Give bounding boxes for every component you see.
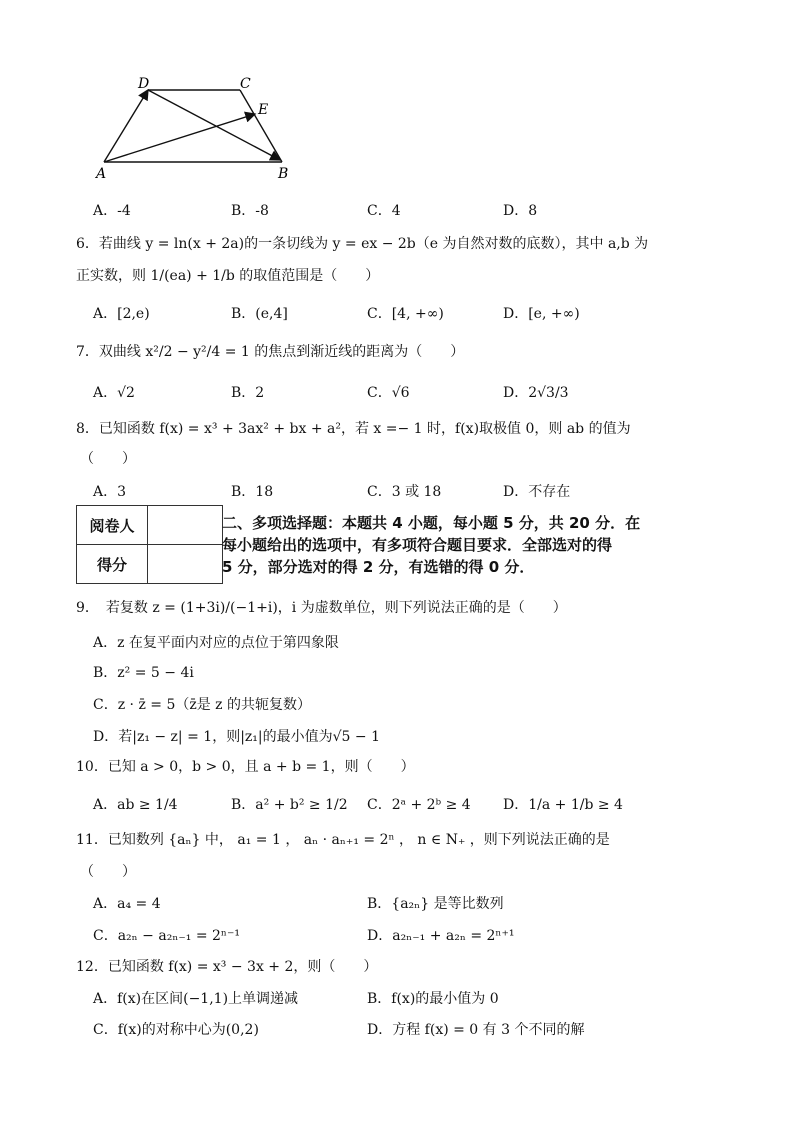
label-b: B — [278, 166, 289, 182]
q7-option-b: B．2 — [231, 385, 265, 401]
score-box — [76, 505, 223, 584]
vector-ae — [104, 114, 255, 162]
section2-line1: 二、多项选择题：本题共 4 小题，每小题 5 分，共 20 分．在 — [222, 514, 641, 532]
trapezoid-figure — [90, 72, 300, 184]
q11-stem-line2: （ ） — [80, 864, 136, 880]
q5-option-c: C．4 — [367, 203, 401, 219]
q11-option-b: B．{a₂ₙ} 是等比数列 — [367, 896, 504, 912]
edge-ad — [104, 90, 148, 162]
q8-option-c: C．3 或 18 — [367, 484, 442, 500]
q11-option-a: A．a₄ = 4 — [93, 896, 161, 912]
q8-stem-line2: （ ） — [80, 451, 136, 467]
q5-option-a: A．-4 — [93, 203, 131, 219]
q11-option-c: C．a₂ₙ − a₂ₙ₋₁ = 2ⁿ⁻¹ — [93, 928, 240, 944]
q12-option-d: D．方程 f(x) = 0 有 3 个不同的解 — [367, 1022, 585, 1038]
q6-option-b: B．(e,4] — [231, 306, 288, 322]
label-c: C — [240, 76, 251, 92]
q5-option-b: B．-8 — [231, 203, 269, 219]
q10-option-b: B．a² + b² ≥ 1/2 — [231, 797, 348, 813]
q8-stem-line1: 8．已知函数 f(x) = x³ + 3ax² + bx + a²，若 x =− 1 时，f(x)取极值 0，则 ab 的值为 — [76, 421, 631, 437]
section2-heading — [222, 512, 640, 578]
q10-option-c: C．2ᵃ + 2ᵇ ≥ 4 — [367, 797, 471, 813]
q8-option-d: D．不存在 — [503, 484, 571, 500]
q7-option-a: A．√2 — [93, 385, 135, 401]
q6-option-c: C．[4, +∞) — [367, 306, 444, 322]
score-label: 得分 — [77, 545, 148, 584]
q8-option-a: A．3 — [93, 484, 127, 500]
label-d: D — [138, 76, 150, 92]
q11-stem-line1: 11．已知数列 {aₙ} 中， a₁ = 1 ， aₙ · aₙ₊₁ = 2ⁿ ， n ∈ N₊ ，则下列说法正确的是 — [76, 832, 610, 848]
q12-option-a: A．f(x)在区间(−1,1)上单调递减 — [93, 991, 299, 1007]
q6-stem-line1: 6．若曲线 y = ln(x + 2a)的一条切线为 y = ex − 2b（e 为自然对数的底数），其中 a,b 为 — [76, 236, 649, 252]
q6-stem-line2: 正实数，则 1/(ea) + 1/b 的取值范围是（ ） — [76, 268, 380, 284]
q9-option-d: D．若|z₁ − z| = 1，则|z₁|的最小值为√5 − 1 — [93, 729, 380, 745]
section2-line3: 5 分，部分选对的得 2 分，有选错的得 0 分． — [222, 558, 535, 576]
label-e: E — [258, 102, 269, 118]
score-cell — [148, 545, 223, 584]
q12-option-c: C．f(x)的对称中心为(0,2) — [93, 1022, 259, 1038]
q9-option-c: C．z · z̄ = 5（z̄是 z 的共轭复数） — [93, 697, 312, 713]
reviewer-cell — [148, 506, 223, 545]
q7-stem: 7．双曲线 x²/2 − y²/4 = 1 的焦点到渐近线的距离为（ ） — [76, 344, 465, 360]
q7-option-d: D．2√3/3 — [503, 385, 569, 401]
q9-option-a: A．z 在复平面内对应的点位于第四象限 — [93, 635, 339, 651]
section2-line2: 每小题给出的选项中，有多项符合题目要求．全部选对的得 — [222, 536, 613, 554]
label-a: A — [96, 166, 107, 182]
q12-stem: 12．已知函数 f(x) = x³ − 3x + 2，则（ ） — [76, 959, 378, 975]
edge-cb — [240, 90, 282, 162]
q10-option-a: A．ab ≥ 1/4 — [93, 797, 178, 813]
q10-stem: 10．已知 a > 0，b > 0，且 a + b = 1，则（ ） — [76, 759, 415, 775]
q12-option-b: B．f(x)的最小值为 0 — [367, 991, 499, 1007]
q9-stem: 9． 若复数 z = (1+3i)/(−1+i)，i 为虚数单位，则下列说法正确的是（ ） — [76, 600, 567, 616]
q6-option-a: A．[2,e) — [93, 306, 150, 322]
q8-option-b: B．18 — [231, 484, 274, 500]
q7-option-c: C．√6 — [367, 385, 410, 401]
reviewer-label: 阅卷人 — [77, 506, 148, 545]
q6-option-d: D．[e, +∞) — [503, 306, 580, 322]
q10-option-d: D．1/a + 1/b ≥ 4 — [503, 797, 623, 813]
q5-option-d: D．8 — [503, 203, 538, 219]
q9-option-b: B．z² = 5 − 4i — [93, 665, 194, 681]
q11-option-d: D．a₂ₙ₋₁ + a₂ₙ = 2ⁿ⁺¹ — [367, 928, 515, 944]
